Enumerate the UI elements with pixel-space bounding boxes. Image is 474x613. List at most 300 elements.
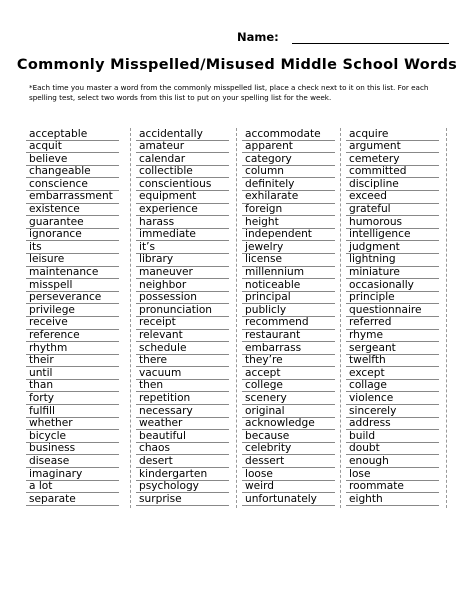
word-text: maintenance — [29, 266, 99, 279]
word-column-3 — [242, 128, 335, 506]
word-row — [136, 153, 229, 166]
check-box[interactable] — [230, 430, 240, 442]
check-box[interactable] — [440, 304, 450, 316]
word-text: collage — [349, 379, 387, 392]
word-text: kindergarten — [139, 467, 208, 480]
word-row — [242, 380, 335, 393]
check-box[interactable] — [120, 178, 130, 190]
check-box[interactable] — [120, 292, 130, 304]
check-box[interactable] — [230, 493, 240, 505]
check-box[interactable] — [120, 128, 130, 140]
word-row — [136, 292, 229, 305]
check-box[interactable] — [336, 317, 346, 329]
check-box[interactable] — [336, 254, 346, 266]
check-box[interactable] — [440, 128, 450, 140]
check-box[interactable] — [120, 204, 130, 216]
check-box[interactable] — [230, 342, 240, 354]
word-text: imaginary — [29, 467, 83, 480]
check-box[interactable] — [120, 481, 130, 493]
check-box[interactable] — [336, 493, 346, 505]
word-row — [136, 443, 229, 456]
check-box[interactable] — [440, 418, 450, 430]
check-box[interactable] — [440, 229, 450, 241]
word-row — [242, 355, 335, 368]
check-box[interactable] — [440, 267, 450, 279]
check-box[interactable] — [440, 455, 450, 467]
word-row — [242, 342, 335, 355]
row-rule — [136, 505, 229, 506]
check-box[interactable] — [120, 493, 130, 505]
check-box[interactable] — [230, 254, 240, 266]
word-text: apparent — [245, 140, 293, 153]
word-text: privilege — [29, 303, 75, 316]
word-text: schedule — [139, 341, 187, 354]
word-text: library — [139, 253, 174, 266]
check-box[interactable] — [120, 267, 130, 279]
check-box[interactable] — [230, 153, 240, 165]
word-column-2 — [136, 128, 229, 506]
word-text: repetition — [139, 391, 191, 404]
word-row — [136, 330, 229, 343]
word-text: collectible — [139, 165, 193, 178]
word-text: intelligence — [349, 228, 411, 241]
check-box[interactable] — [336, 304, 346, 316]
word-row — [136, 455, 229, 468]
check-box[interactable] — [120, 304, 130, 316]
word-row — [242, 204, 335, 217]
check-box[interactable] — [440, 342, 450, 354]
check-box[interactable] — [336, 178, 346, 190]
word-row — [346, 292, 439, 305]
check-box[interactable] — [120, 430, 130, 442]
word-text: psychology — [139, 480, 199, 493]
word-row — [26, 418, 119, 431]
check-box[interactable] — [440, 405, 450, 417]
word-row — [26, 191, 119, 204]
word-row — [26, 229, 119, 242]
check-box[interactable] — [230, 481, 240, 493]
word-row — [242, 481, 335, 494]
word-row — [136, 178, 229, 191]
word-text: believe — [29, 152, 68, 165]
check-box[interactable] — [336, 292, 346, 304]
word-text: fulfill — [29, 404, 55, 417]
word-row — [242, 191, 335, 204]
word-row — [242, 241, 335, 254]
word-row — [242, 141, 335, 154]
word-row — [242, 392, 335, 405]
check-box[interactable] — [120, 241, 130, 253]
word-text: a lot — [29, 480, 53, 493]
check-box[interactable] — [120, 380, 130, 392]
word-text: receipt — [139, 316, 176, 329]
check-box[interactable] — [230, 141, 240, 153]
word-row — [136, 229, 229, 242]
word-text: recommend — [245, 316, 309, 329]
row-rule — [242, 505, 335, 506]
word-row — [242, 216, 335, 229]
word-row — [242, 317, 335, 330]
word-row — [136, 380, 229, 393]
word-row — [26, 267, 119, 280]
instructions-text: *Each time you master a word from the commonly misspelled list, place a check next to it on this list. For each spelling test, select two words from this list to put on your spelling list for the week. — [29, 83, 429, 102]
word-row — [346, 493, 439, 506]
word-row — [26, 355, 119, 368]
word-row — [242, 455, 335, 468]
word-row — [346, 380, 439, 393]
word-text: referred — [349, 316, 392, 329]
word-text: dessert — [245, 454, 285, 467]
word-row — [242, 229, 335, 242]
word-row — [346, 342, 439, 355]
check-box[interactable] — [336, 166, 346, 178]
check-box[interactable] — [120, 216, 130, 228]
check-box[interactable] — [336, 443, 346, 455]
check-column-divider — [340, 128, 341, 508]
word-text: receive — [29, 316, 68, 329]
word-row — [136, 304, 229, 317]
word-row — [242, 304, 335, 317]
check-box[interactable] — [440, 292, 450, 304]
check-box[interactable] — [336, 430, 346, 442]
check-box[interactable] — [440, 443, 450, 455]
word-text: miniature — [349, 266, 400, 279]
word-text: changeable — [29, 165, 91, 178]
check-box[interactable] — [336, 153, 346, 165]
word-row — [26, 241, 119, 254]
check-box[interactable] — [440, 481, 450, 493]
check-box[interactable] — [230, 279, 240, 291]
word-text: questionnaire — [349, 303, 422, 316]
word-row — [136, 279, 229, 292]
name-blank-line[interactable] — [292, 43, 449, 44]
check-box[interactable] — [440, 191, 450, 203]
word-text: perseverance — [29, 291, 102, 304]
check-box[interactable] — [336, 128, 346, 140]
word-row — [26, 330, 119, 343]
check-box[interactable] — [440, 178, 450, 190]
word-text: disease — [29, 454, 70, 467]
check-box[interactable] — [120, 254, 130, 266]
word-row — [136, 267, 229, 280]
check-box[interactable] — [120, 141, 130, 153]
word-text: neighbor — [139, 278, 187, 291]
check-box[interactable] — [440, 380, 450, 392]
check-box[interactable] — [230, 292, 240, 304]
check-box[interactable] — [230, 166, 240, 178]
check-box[interactable] — [336, 355, 346, 367]
word-row — [26, 153, 119, 166]
word-row — [242, 292, 335, 305]
check-box[interactable] — [230, 178, 240, 190]
check-box[interactable] — [440, 204, 450, 216]
check-box[interactable] — [120, 153, 130, 165]
word-row — [242, 330, 335, 343]
word-text: reference — [29, 329, 80, 341]
word-text: chaos — [139, 442, 171, 455]
word-text: than — [29, 379, 54, 392]
check-box[interactable] — [336, 141, 346, 153]
check-box[interactable] — [120, 279, 130, 291]
check-column-divider — [446, 128, 447, 508]
check-box[interactable] — [230, 229, 240, 241]
word-row — [346, 241, 439, 254]
word-text: accidentally — [139, 127, 203, 140]
word-text: conscientious — [139, 177, 212, 190]
word-text: possession — [139, 291, 197, 304]
word-row — [242, 493, 335, 506]
word-text: category — [245, 152, 292, 165]
word-text: acquit — [29, 140, 62, 153]
word-text: build — [349, 429, 376, 442]
word-row — [26, 392, 119, 405]
word-text: sincerely — [349, 404, 397, 417]
check-box[interactable] — [440, 153, 450, 165]
word-row — [242, 153, 335, 166]
word-row — [242, 405, 335, 418]
word-text: whether — [29, 417, 73, 430]
word-text: surprise — [139, 492, 182, 505]
word-row — [242, 166, 335, 179]
check-box[interactable] — [230, 405, 240, 417]
check-box[interactable] — [336, 191, 346, 203]
word-row — [346, 392, 439, 405]
word-row — [136, 204, 229, 217]
check-box[interactable] — [230, 304, 240, 316]
word-row — [346, 254, 439, 267]
check-box[interactable] — [120, 355, 130, 367]
word-row — [136, 430, 229, 443]
word-text: lose — [349, 467, 371, 480]
word-column-1 — [26, 128, 119, 506]
check-box[interactable] — [336, 481, 346, 493]
word-text: celebrity — [245, 442, 292, 455]
check-box[interactable] — [230, 241, 240, 253]
word-text: embarrass — [245, 341, 302, 354]
word-text: loose — [245, 467, 273, 480]
check-box[interactable] — [336, 342, 346, 354]
check-box[interactable] — [230, 380, 240, 392]
word-text: relevant — [139, 329, 183, 341]
check-box[interactable] — [230, 392, 240, 404]
word-text: vacuum — [139, 366, 182, 379]
word-text: roommate — [349, 480, 404, 493]
word-text: committed — [349, 165, 407, 178]
word-row — [26, 405, 119, 418]
check-column-divider — [130, 128, 131, 508]
check-box[interactable] — [230, 317, 240, 329]
word-row — [26, 216, 119, 229]
word-text: desert — [139, 454, 173, 467]
word-text: exceed — [349, 190, 387, 203]
check-box[interactable] — [230, 355, 240, 367]
word-text: independent — [245, 228, 312, 241]
word-row — [346, 418, 439, 431]
check-box[interactable] — [120, 330, 130, 342]
word-text: embarrassment — [29, 190, 113, 203]
check-box[interactable] — [440, 392, 450, 404]
word-text: because — [245, 429, 290, 442]
check-box[interactable] — [120, 229, 130, 241]
check-box[interactable] — [230, 455, 240, 467]
word-text: conscience — [29, 177, 88, 190]
check-box[interactable] — [120, 392, 130, 404]
check-box[interactable] — [336, 392, 346, 404]
word-text: accept — [245, 366, 281, 379]
word-text: violence — [349, 391, 394, 404]
word-row — [26, 254, 119, 267]
word-row — [346, 355, 439, 368]
word-text: maneuver — [139, 266, 193, 279]
name-field — [237, 30, 452, 46]
word-row — [346, 153, 439, 166]
check-box[interactable] — [336, 468, 346, 480]
word-row — [136, 141, 229, 154]
check-box[interactable] — [230, 367, 240, 379]
check-box[interactable] — [120, 191, 130, 203]
check-box[interactable] — [120, 317, 130, 329]
check-box[interactable] — [230, 330, 240, 342]
check-box[interactable] — [336, 367, 346, 379]
word-row — [136, 468, 229, 481]
word-row — [136, 493, 229, 506]
word-text: definitely — [245, 177, 295, 190]
check-box[interactable] — [440, 330, 450, 342]
check-box[interactable] — [440, 254, 450, 266]
word-text: then — [139, 379, 164, 392]
check-box[interactable] — [230, 128, 240, 140]
word-text: existence — [29, 203, 80, 216]
word-row — [242, 279, 335, 292]
word-text: forty — [29, 391, 54, 404]
check-box[interactable] — [120, 443, 130, 455]
check-box[interactable] — [440, 279, 450, 291]
word-row — [26, 178, 119, 191]
word-row — [26, 493, 119, 506]
check-box[interactable] — [230, 191, 240, 203]
check-box[interactable] — [440, 355, 450, 367]
word-row — [242, 418, 335, 431]
word-row — [136, 166, 229, 179]
word-text: acknowledge — [245, 417, 315, 430]
check-box[interactable] — [336, 418, 346, 430]
check-box[interactable] — [120, 166, 130, 178]
word-text: bicycle — [29, 429, 67, 442]
word-text: leisure — [29, 253, 65, 266]
word-row — [346, 455, 439, 468]
check-box[interactable] — [440, 493, 450, 505]
word-column-4 — [346, 128, 439, 506]
word-text: immediate — [139, 228, 196, 241]
word-text: acquire — [349, 127, 389, 140]
word-text: principal — [245, 291, 291, 304]
word-text: exhilarate — [245, 190, 299, 203]
word-text: argument — [349, 140, 401, 153]
page-title: Commonly Misspelled/Misused Middle School Words — [16, 57, 458, 73]
check-box[interactable] — [440, 468, 450, 480]
word-text: necessary — [139, 404, 193, 417]
word-text: there — [139, 354, 168, 367]
word-text: except — [349, 366, 385, 379]
word-row — [242, 443, 335, 456]
word-text: enough — [349, 454, 389, 467]
word-text: weather — [139, 417, 183, 430]
check-box[interactable] — [120, 367, 130, 379]
check-box[interactable] — [336, 267, 346, 279]
check-box[interactable] — [336, 380, 346, 392]
check-box[interactable] — [120, 418, 130, 430]
check-box[interactable] — [440, 216, 450, 228]
check-box[interactable] — [336, 241, 346, 253]
check-box[interactable] — [120, 455, 130, 467]
check-box[interactable] — [440, 430, 450, 442]
check-box[interactable] — [120, 468, 130, 480]
check-box[interactable] — [230, 216, 240, 228]
word-row — [346, 178, 439, 191]
word-row — [136, 317, 229, 330]
word-text: twelfth — [349, 354, 386, 367]
word-row — [26, 204, 119, 217]
check-box[interactable] — [440, 317, 450, 329]
word-row — [346, 279, 439, 292]
word-row — [136, 392, 229, 405]
word-row — [242, 267, 335, 280]
check-box[interactable] — [230, 443, 240, 455]
check-box[interactable] — [336, 204, 346, 216]
word-row — [346, 204, 439, 217]
check-box[interactable] — [336, 279, 346, 291]
check-box[interactable] — [120, 405, 130, 417]
word-text: column — [245, 165, 284, 178]
check-box[interactable] — [230, 267, 240, 279]
check-box[interactable] — [336, 330, 346, 342]
word-row — [242, 128, 335, 141]
word-text: scenery — [245, 391, 287, 404]
check-box[interactable] — [230, 204, 240, 216]
word-row — [242, 254, 335, 267]
check-box[interactable] — [336, 455, 346, 467]
word-text: occasionally — [349, 278, 414, 291]
word-text: height — [245, 215, 279, 228]
word-text: rhythm — [29, 341, 68, 354]
check-box[interactable] — [440, 166, 450, 178]
word-text: humorous — [349, 215, 403, 228]
word-text: their — [29, 354, 54, 367]
word-text: address — [349, 417, 391, 430]
check-box[interactable] — [336, 405, 346, 417]
word-row — [26, 455, 119, 468]
word-row — [26, 128, 119, 141]
word-text: misspell — [29, 278, 73, 291]
check-box[interactable] — [230, 418, 240, 430]
word-row — [26, 443, 119, 456]
word-text: they’re — [245, 354, 283, 367]
check-box[interactable] — [336, 216, 346, 228]
word-row — [346, 430, 439, 443]
check-box[interactable] — [440, 241, 450, 253]
check-box[interactable] — [440, 367, 450, 379]
check-box[interactable] — [230, 468, 240, 480]
word-row — [26, 141, 119, 154]
word-text: unfortunately — [245, 492, 317, 505]
check-box[interactable] — [336, 229, 346, 241]
word-text: cemetery — [349, 152, 400, 165]
word-row — [346, 229, 439, 242]
word-row — [136, 128, 229, 141]
check-box[interactable] — [440, 141, 450, 153]
check-box[interactable] — [120, 342, 130, 354]
word-text: business — [29, 442, 76, 455]
